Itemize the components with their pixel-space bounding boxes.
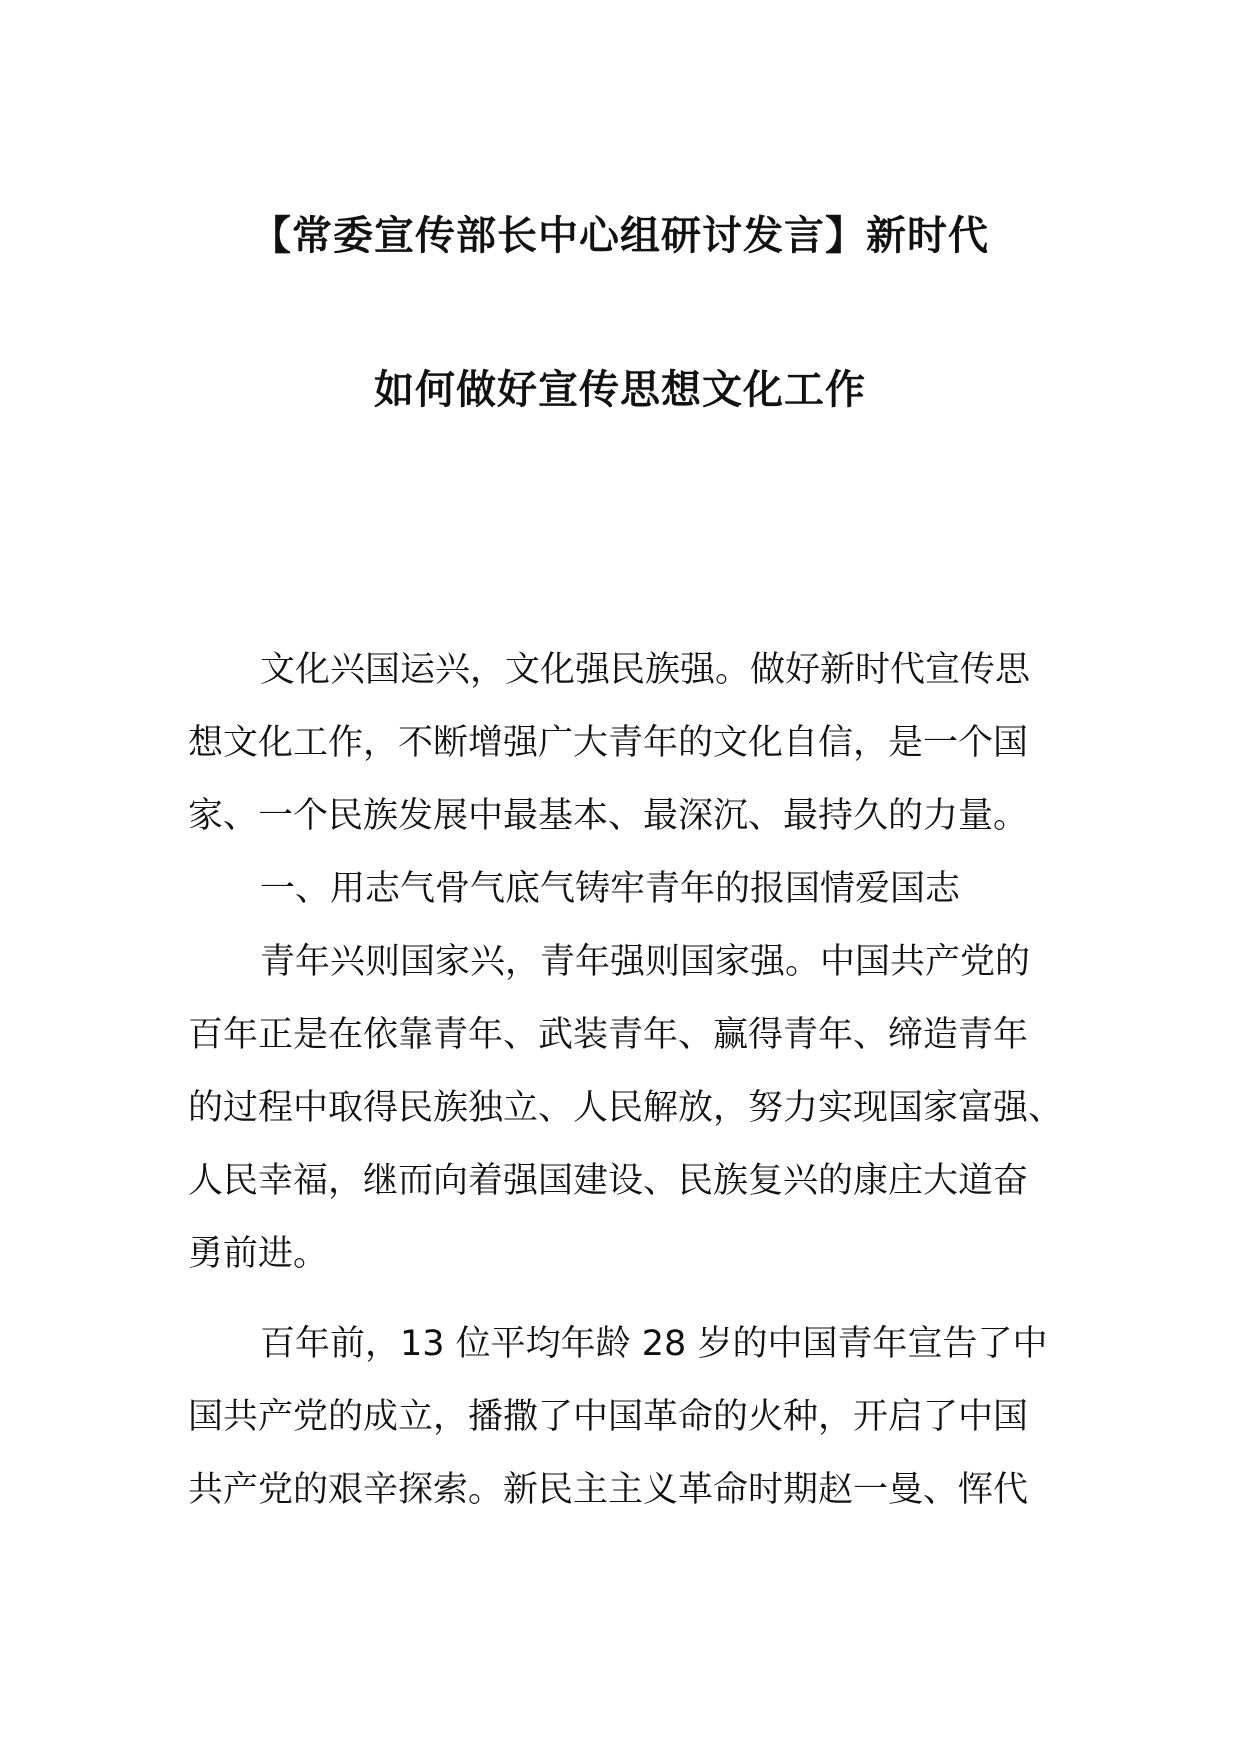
paragraph-line: 勇前进。 [188,1234,329,1274]
paragraph-line: 国共产党的成立，播撒了中国革命的火种，开启了中国 [188,1397,1029,1437]
paragraph-youth [188,926,1064,1291]
paragraph-history [188,1308,1054,1527]
paragraph-line: 的过程中取得民族独立、人民解放，努力实现国家富强、 [188,1088,1064,1128]
document-body [188,634,1064,1527]
paragraph-line: 百年前，13 位平均年龄 28 岁的中国青年宣告了中 [260,1324,1048,1364]
paragraph-intro [188,634,1054,853]
section-heading-1 [188,853,1054,926]
paragraph-line: 想文化工作，不断增强广大青年的文化自信，是一个国 [188,723,1029,763]
section-heading-line: 一、用志气骨气底气铸牢青年的报国情爱国志 [260,869,961,909]
paragraph-line: 家、一个民族发展中最基本、最深沉、最持久的力量。 [188,796,1029,836]
paragraph-line: 百年正是在依靠青年、武装青年、赢得青年、缔造青年 [188,1015,1029,1055]
paragraph-line: 文化兴国运兴，文化强民族强。做好新时代宣传思 [260,650,1031,690]
paragraph-line: 共产党的艰辛探索。新民主主义革命时期赵一曼、恽代 [188,1470,1029,1510]
paragraph-line: 青年兴则国家兴，青年强则国家强。中国共产党的 [260,942,1031,982]
document-title-line-2: 如何做好宣传思想文化工作 [374,367,866,413]
document-title-line-1: 【常委宣传部长中心组研讨发言】新时代 [251,213,989,259]
paragraph-line: 人民幸福，继而向着强国建设、民族复兴的康庄大道奋 [188,1161,1029,1201]
